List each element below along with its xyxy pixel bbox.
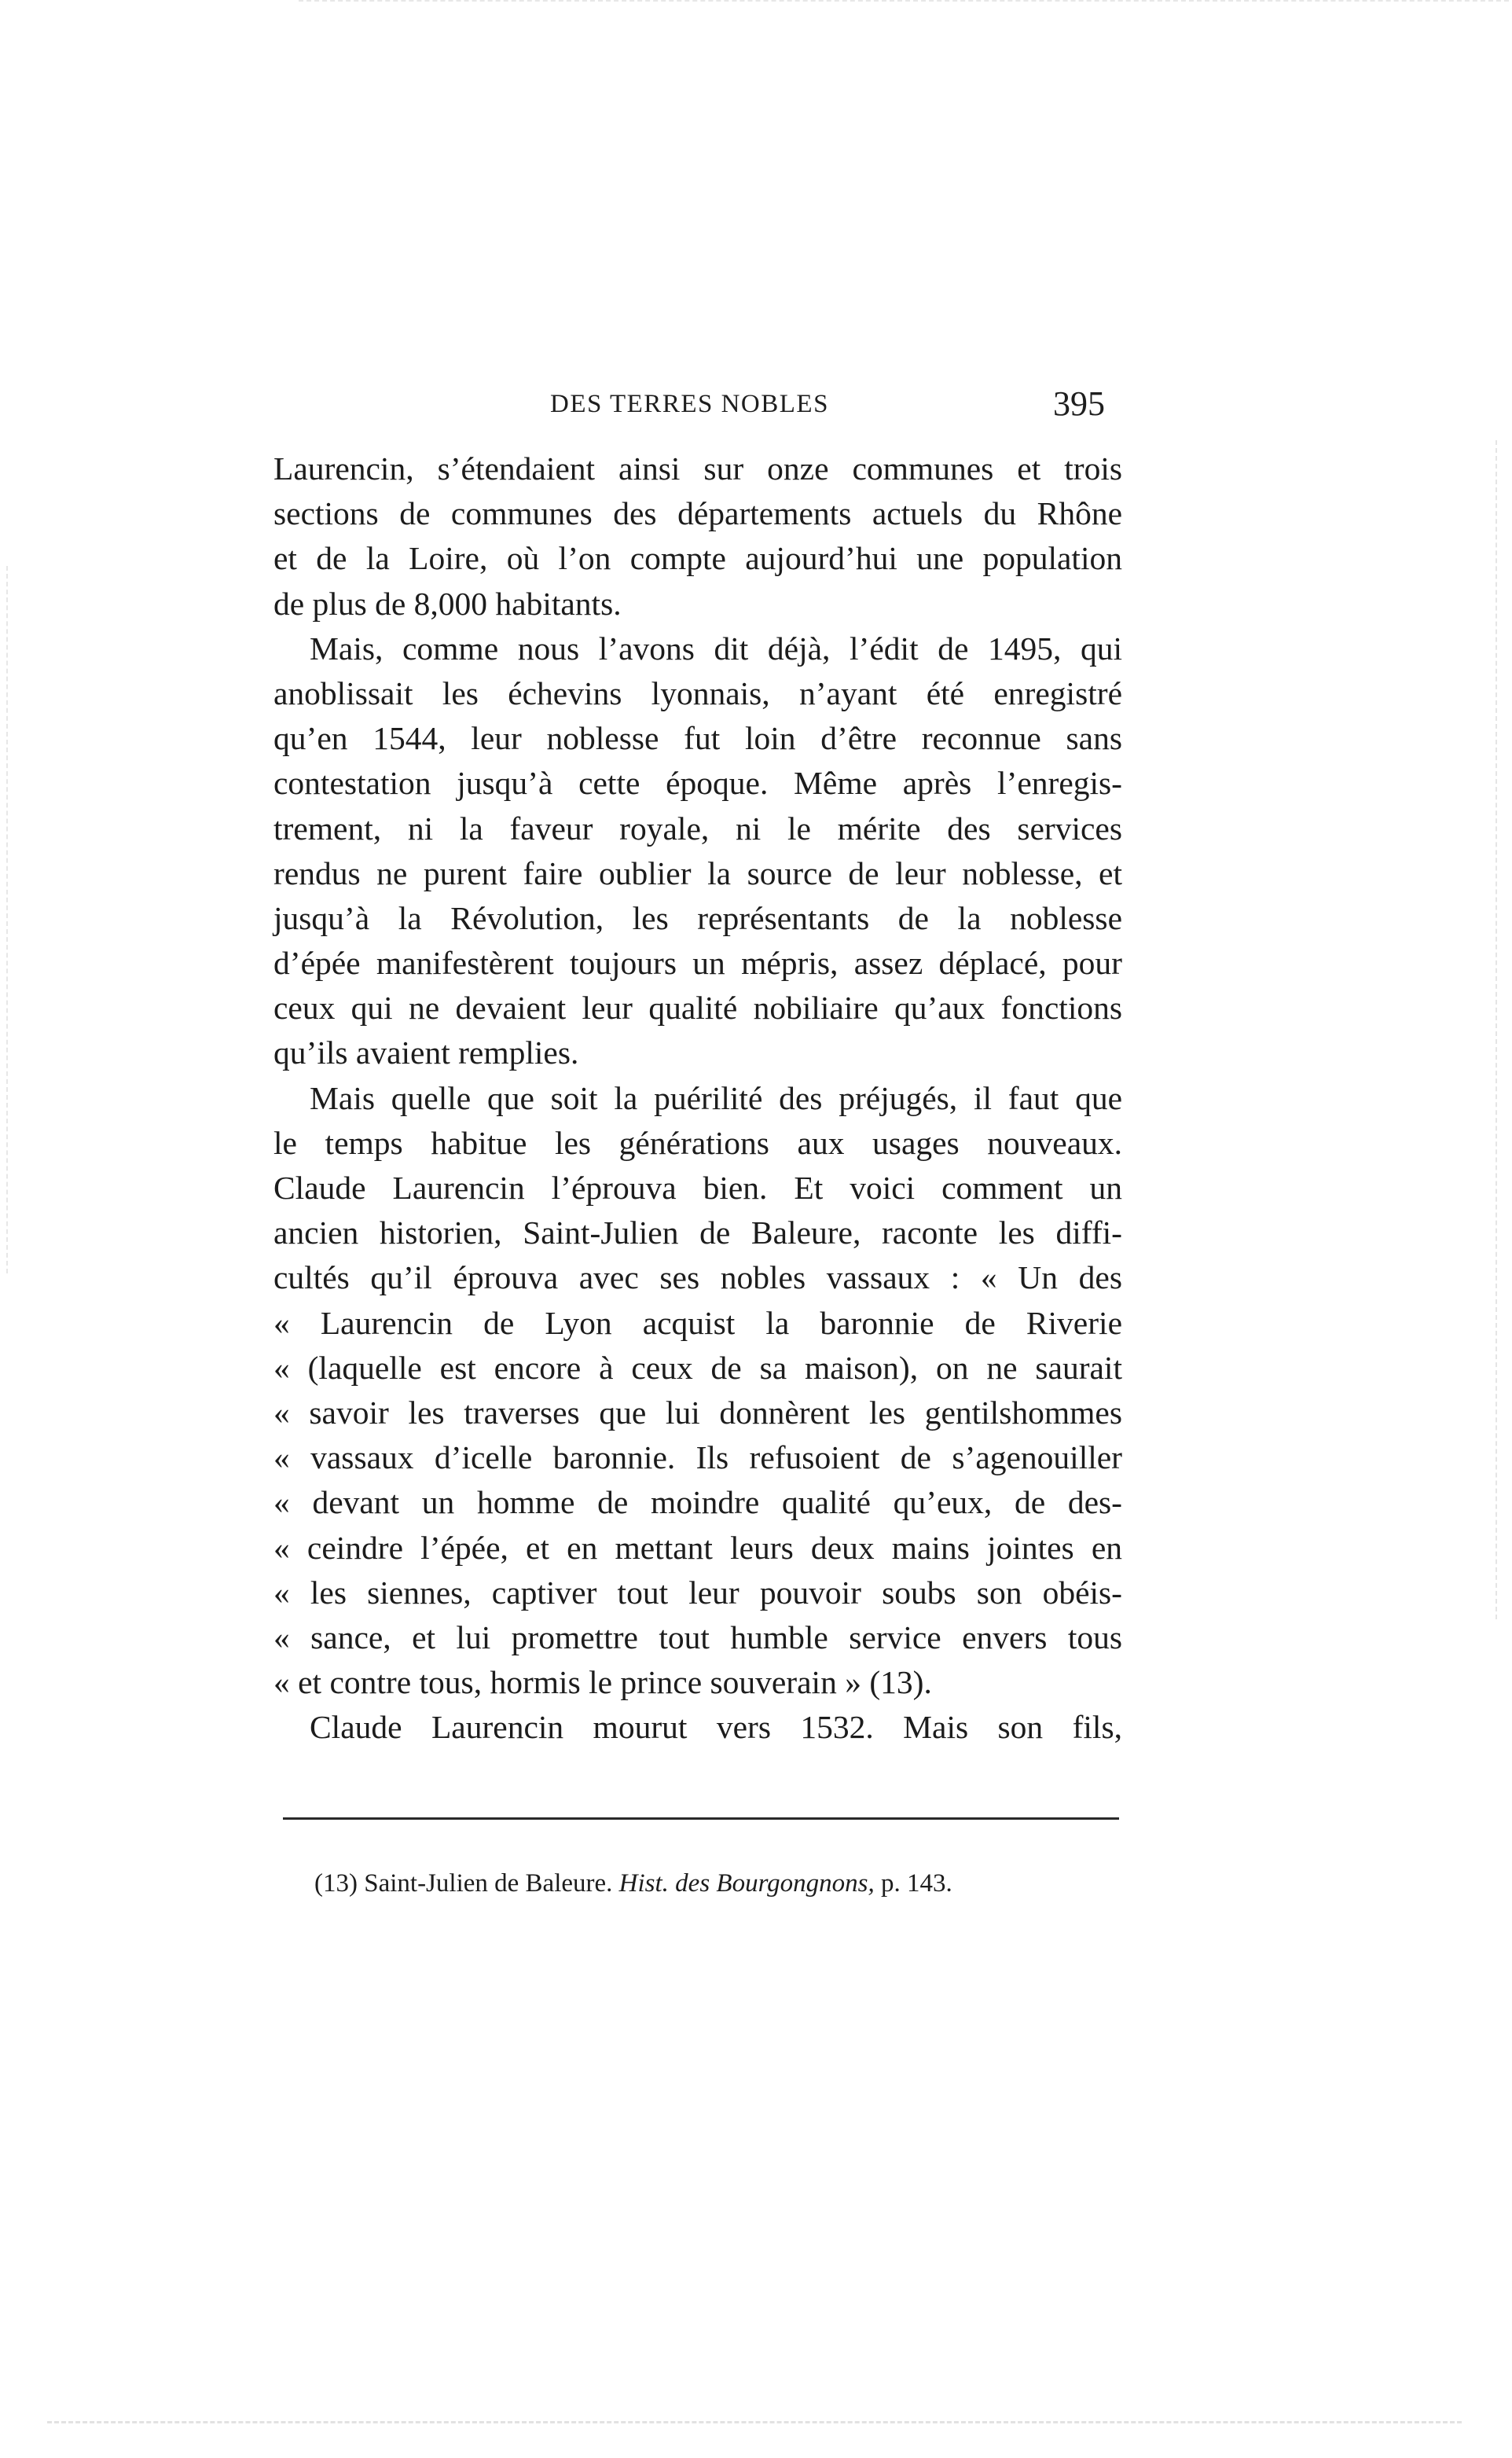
text-line: Mais, comme nous l’avons dit déjà, l’édit de 1495, qui	[310, 630, 1122, 667]
text-line: ancien historien, Saint-Julien de Baleure, raconte les diffi-	[273, 1214, 1122, 1251]
running-head: DES TERRES NOBLES	[550, 390, 829, 418]
body-text	[273, 446, 1122, 1750]
page-number: 395	[1053, 384, 1105, 423]
text-line: jusqu’à la Révolution, les représentants de la noblesse	[273, 899, 1122, 936]
footnote-title: Hist. des Bourgongnons,	[618, 1869, 875, 1898]
scan-artifact-left	[6, 566, 10, 1273]
text-line: qu’en 1544, leur noblesse fut loin d’être reconnue sans	[273, 720, 1122, 757]
scan-artifact-top	[299, 0, 1509, 6]
footnote-page: p. 143.	[881, 1869, 952, 1898]
text-line: rendus ne purent faire oublier la source de leur noblesse, et	[273, 854, 1122, 891]
text-line: contestation jusqu’à cette époque. Même après l’enregis-	[273, 765, 1122, 802]
text-line: qu’ils avaient remplies.	[273, 1034, 579, 1071]
quote-line: « vassaux d’icelle baronnie. Ils refusoient de s’agenouiller	[273, 1439, 1122, 1476]
text-line: trement, ni la faveur royale, ni le mérite des services	[273, 810, 1122, 847]
footnote-author: Saint-Julien de Baleure.	[364, 1869, 613, 1898]
quote-line: « sance, et lui promettre tout humble service envers tous	[273, 1618, 1122, 1655]
text-line: Mais quelle que soit la puérilité des préjugés, il faut que	[310, 1079, 1122, 1116]
text-line: d’épée manifestèrent toujours un mépris, assez déplacé, pour	[273, 945, 1122, 982]
text-line: Laurencin, s’étendaient ainsi sur onze communes et trois	[273, 450, 1122, 487]
text-line: cultés qu’il éprouva avec ses nobles vassaux : « Un des	[273, 1259, 1122, 1296]
quote-line: « les siennes, captiver tout leur pouvoir soubs son obéis-	[273, 1574, 1122, 1611]
footnote-marker: (13)	[314, 1869, 358, 1898]
text-line: Claude Laurencin l’éprouva bien. Et voici comment un	[273, 1170, 1122, 1206]
text-line: sections de communes des départements actuels du Rhône	[273, 495, 1122, 532]
quote-line: « ceindre l’épée, et en mettant leurs deux mains jointes en	[273, 1529, 1122, 1566]
footnote-rule	[283, 1817, 1119, 1820]
scan-artifact-bottom	[47, 2421, 1462, 2427]
quote-line: « Laurencin de Lyon acquist la baronnie de Riverie	[273, 1304, 1122, 1341]
text-line: de plus de 8,000 habitants.	[273, 585, 622, 622]
text-line: anoblissait les échevins lyonnais, n’ayant été enregistré	[273, 674, 1122, 711]
scan-artifact-right	[1495, 440, 1499, 1619]
text-line: le temps habitue les générations aux usages nouveaux.	[273, 1124, 1122, 1161]
text-line: Claude Laurencin mourut vers 1532. Mais son fils,	[310, 1709, 1122, 1746]
quote-line: « savoir les traverses que lui donnèrent les gentilshommes	[273, 1394, 1122, 1431]
text-line: et de la Loire, où l’on compte aujourd’hui une population	[273, 540, 1122, 577]
quote-line: « et contre tous, hormis le prince souverain » (13).	[273, 1664, 932, 1701]
text-line: ceux qui ne devaient leur qualité nobiliaire qu’aux fonctions	[273, 990, 1122, 1027]
quote-line: « devant un homme de moindre qualité qu’eux, de des-	[273, 1484, 1122, 1521]
footnote	[314, 1869, 952, 1898]
quote-line: « (laquelle est encore à ceux de sa maison), on ne saurait	[273, 1349, 1122, 1386]
